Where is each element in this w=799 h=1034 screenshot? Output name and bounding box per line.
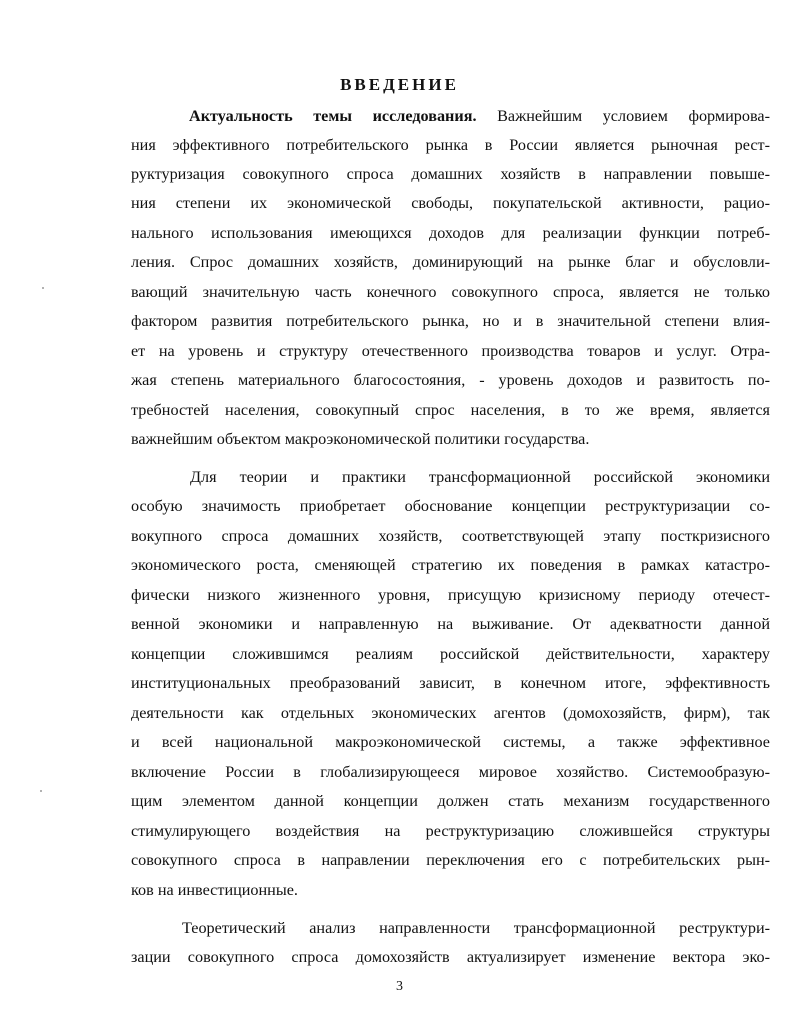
paragraph-1-line: вающий значительную часть конечного совокупного спроса, является не только	[131, 283, 770, 301]
paragraph-1-line: нального использования имеющихся доходов для реализации функции потреб-	[131, 224, 770, 242]
paragraph-1-line: фактором развития потребительского рынка, но и в значительной степени влия-	[131, 312, 770, 330]
paragraph-1-line: ления. Спрос домашних хозяйств, доминирующий на рынке благ и обусловли-	[131, 253, 770, 271]
paragraph-2-line: щим элементом данной концепции должен стать механизм государственного	[131, 792, 770, 810]
page-number: 3	[396, 979, 403, 994]
lead-line-rest: Важнейшим условием формирова-	[476, 107, 771, 125]
lead-phrase: Актуальность темы исследования.	[189, 107, 477, 125]
paragraph-1-line: ния степени их экономической свободы, покупательской активности, рацио-	[131, 194, 770, 212]
paragraph-3-line: Теоретический анализ направленности трансформационной реструктури-	[182, 919, 770, 937]
paragraph-1-line: важнейшим объектом макроэкономической политики государства.	[131, 430, 590, 448]
scan-speck	[42, 287, 44, 289]
paragraph-2-line: фически низкого жизненного уровня, присущую кризисному периоду отечест-	[131, 586, 770, 604]
paragraph-2-line: стимулирующего воздействия на реструктуризацию сложившейся структуры	[131, 822, 770, 840]
paragraph-1-line	[189, 104, 770, 128]
paragraph-1-line: ния эффективного потребительского рынка в России является рыночная рест-	[131, 136, 770, 154]
paragraph-2-line: институциональных преобразований зависит, в конечном итоге, эффективность	[131, 674, 770, 692]
paragraph-1-line: жая степень материального благосостояния, - уровень доходов и развитость по-	[131, 371, 770, 389]
paragraph-2-line: Для теории и практики трансформационной российской экономики	[190, 468, 770, 486]
paragraph-1-line: руктуризация совокупного спроса домашних хозяйств в направлении повыше-	[131, 165, 770, 183]
paragraph-2-line: венной экономики и направленную на выживание. От адекватности данной	[131, 615, 770, 633]
paragraph-2-line: совокупного спроса в направлении переключения его с потребительских рын-	[131, 851, 770, 869]
paragraph-1-line: ет на уровень и структуру отечественного производства товаров и услуг. Отра-	[131, 342, 770, 360]
paragraph-2-line: деятельности как отдельных экономических агентов (домохозяйств, фирм), так	[131, 704, 770, 722]
section-heading: ВВЕДЕНИЕ	[340, 75, 459, 94]
paragraph-2-line: ков на инвестиционные.	[131, 881, 298, 899]
paragraph-1-line: требностей населения, совокупный спрос населения, в то же время, является	[131, 401, 770, 419]
paragraph-2-line: включение России в глобализирующееся мировое хозяйство. Системообразую-	[131, 763, 770, 781]
paragraph-2-line: и всей национальной макроэкономической системы, а также эффективное	[131, 733, 770, 751]
scan-speck	[40, 790, 42, 792]
paragraph-3-line: зации совокупного спроса домохозяйств актуализирует изменение вектора эко-	[131, 948, 770, 966]
paragraph-2-line: особую значимость приобретает обоснование концепции реструктуризации со-	[131, 497, 770, 515]
paragraph-2-line: экономического роста, сменяющей стратегию их поведения в рамках катастро-	[131, 556, 770, 574]
paragraph-2-line: концепции сложившимся реалиям российской действительности, характеру	[131, 645, 770, 663]
paragraph-2-line: вокупного спроса домашних хозяйств, соответствующей этапу посткризисного	[131, 527, 770, 545]
